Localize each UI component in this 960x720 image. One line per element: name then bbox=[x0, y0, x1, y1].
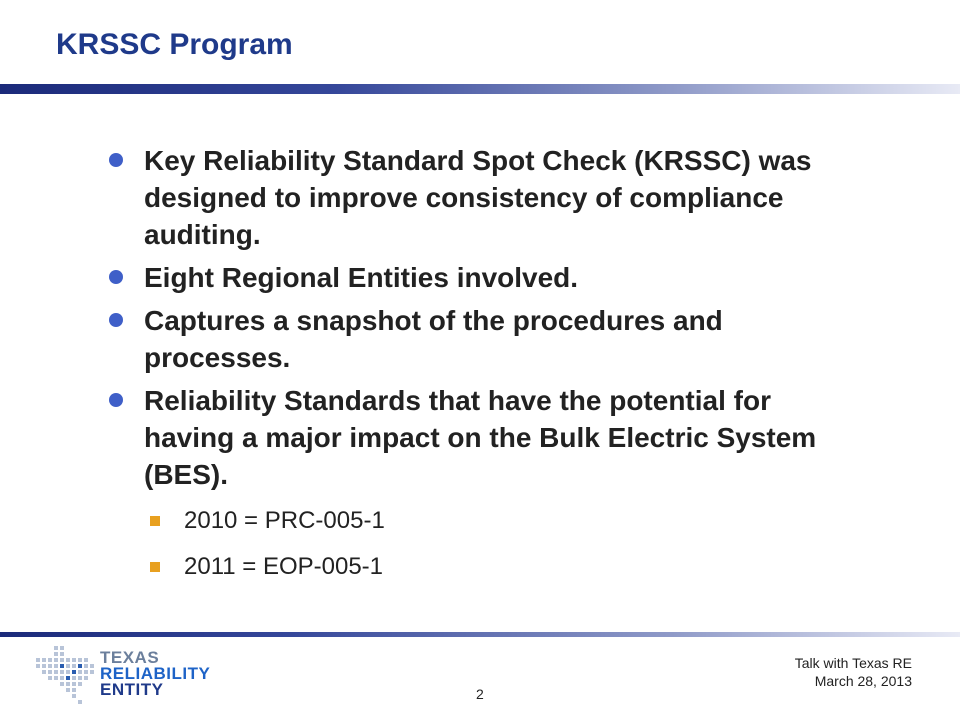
page-number: 2 bbox=[476, 686, 484, 702]
bullet-text: Eight Regional Entities involved. bbox=[144, 262, 579, 293]
sub-bullet-text: 2010 = PRC-005-1 bbox=[184, 507, 385, 534]
bullet-item bbox=[100, 302, 860, 376]
sub-bullet-item bbox=[100, 505, 860, 537]
bullet-dot-icon bbox=[109, 270, 123, 284]
square-bullet-icon bbox=[150, 516, 160, 526]
bullet-text: Captures a snapshot of the procedures and processes. bbox=[144, 305, 723, 373]
footer-line-2: March 28, 2013 bbox=[814, 673, 912, 689]
footer-text bbox=[795, 654, 912, 690]
square-bullet-icon bbox=[150, 562, 160, 572]
logo-line-reliability: RELIABILITY bbox=[100, 664, 211, 683]
bullet-list bbox=[100, 142, 860, 597]
header-divider bbox=[0, 84, 960, 94]
bullet-item bbox=[100, 142, 860, 253]
slide-title: KRSSC Program bbox=[56, 28, 293, 61]
bullet-dot-icon bbox=[109, 313, 123, 327]
footer-line-1: Talk with Texas RE bbox=[794, 655, 912, 671]
logo-wordmark bbox=[100, 650, 210, 698]
bullet-text: Key Reliability Standard Spot Check (KRSSC) was designed to improve consistency of compliance auditing. bbox=[144, 145, 812, 250]
bullet-item bbox=[100, 382, 860, 493]
bullet-item bbox=[100, 259, 860, 296]
sub-bullet-text: 2011 = EOP-005-1 bbox=[184, 553, 384, 580]
bullet-text: Reliability Standards that have the potential for having a major impact on the Bulk Electric System (BES). bbox=[144, 385, 817, 490]
footer-divider bbox=[0, 632, 960, 637]
logo-line-entity: ENTITY bbox=[100, 680, 164, 699]
bullet-dot-icon bbox=[109, 153, 123, 167]
logo-line-texas: TEXAS bbox=[100, 648, 160, 667]
bullet-dot-icon bbox=[109, 393, 123, 407]
sub-bullet-item bbox=[100, 551, 860, 583]
